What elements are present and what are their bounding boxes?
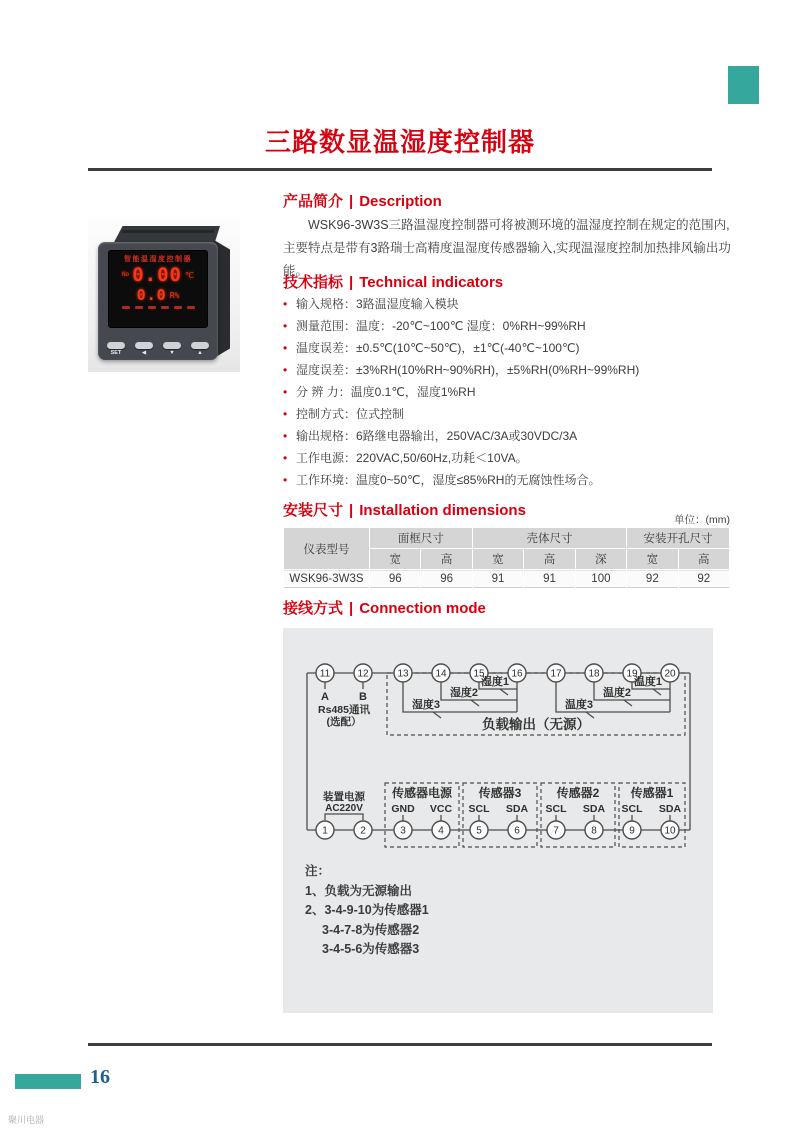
terminal-11: 11 xyxy=(319,668,331,680)
power-label: 装置电源 xyxy=(323,791,365,803)
sensor3-title: 传感器3 xyxy=(478,786,522,800)
device-set-button: SET xyxy=(106,342,126,356)
device-left-button: ◀ xyxy=(134,342,154,356)
cell: 96 xyxy=(421,570,471,588)
note-line: 1、负载为无源输出 xyxy=(305,883,412,898)
page-number: 16 xyxy=(90,1066,110,1088)
footer-teal-bar xyxy=(15,1074,81,1089)
power-voltage-label: AC220V xyxy=(325,803,363,814)
pin-sda: SDA xyxy=(582,803,606,815)
terminal-15: 15 xyxy=(473,668,485,680)
col-header-frame: 面框尺寸 xyxy=(370,528,472,548)
terminal-8: 8 xyxy=(591,825,597,837)
rs485-b-label: B xyxy=(359,691,367,703)
cell: 100 xyxy=(576,570,626,588)
tech-item: • 控制方式：位式控制 xyxy=(283,403,733,425)
tech-item: • 测量范围：温度：-20℃~100℃ 湿度：0%RH~99%RH xyxy=(283,315,733,337)
terminal-6: 6 xyxy=(514,825,520,837)
section-heading-connection: 接线方式 | Connection mode xyxy=(283,600,486,617)
section-heading-description: 产品简介 | Description xyxy=(283,193,442,210)
device-display xyxy=(108,250,208,328)
heading-separator: | xyxy=(349,502,354,519)
device-front-panel xyxy=(98,242,218,360)
tech-item: • 输出规格：6路继电器输出，250VAC/3A或30VDC/3A xyxy=(283,425,733,447)
wiring-diagram-svg xyxy=(283,628,713,858)
device-humidity-unit: R% xyxy=(169,290,180,300)
sub-header: 宽 xyxy=(473,549,523,569)
device-up-button: ▲ xyxy=(190,342,210,356)
watermark: 聚川电器 xyxy=(8,1115,45,1125)
terminal-9: 9 xyxy=(629,825,635,837)
device-indicator-row xyxy=(109,306,207,309)
sensor-power-title: 传感器电源 xyxy=(391,786,453,800)
tech-item: • 工作电源：220VAC,50/60Hz,功耗＜10VA。 xyxy=(283,447,733,469)
note-line: 3-4-5-6为传感器3 xyxy=(322,942,420,956)
table-group-header-row xyxy=(284,528,729,548)
description-body: WSK96-3W3S三路温湿度控制器可将被测环境的温湿度控制在规定的范围内,主要特点是带有3路瑞士高精度温湿度传感器输入,实现温湿度控制加热排风输出功能。 xyxy=(283,218,731,278)
temperature3-label: 温度3 xyxy=(564,699,594,711)
terminal-20: 20 xyxy=(664,668,676,680)
tech-item: • 温度误差：±0.5℃(10℃~50℃)，±1℃(-40℃~100℃) xyxy=(283,337,733,359)
terminal-5: 5 xyxy=(476,825,482,837)
sub-header: 宽 xyxy=(627,549,677,569)
page-title: 三路数显温湿度控制器 xyxy=(264,127,535,157)
pin-sda: SDA xyxy=(505,803,529,815)
humidity2-label: 湿度2 xyxy=(449,687,479,699)
cell: 92 xyxy=(627,570,677,588)
note-line: 2、3-4-9-10为传感器1 xyxy=(305,903,429,917)
pin-scl: SCL xyxy=(468,803,490,815)
device-humidity-value: 0.0 xyxy=(136,286,167,304)
cell: 92 xyxy=(679,570,729,588)
table-row xyxy=(284,570,729,588)
humidity3-label: 湿度3 xyxy=(411,699,441,711)
header-rule xyxy=(88,168,712,171)
temperature1-label: 温度1 xyxy=(633,676,663,688)
heading-separator: | xyxy=(349,600,354,617)
sensor1-title: 传感器1 xyxy=(630,786,674,800)
unit-note: 单位：(mm) xyxy=(674,514,730,526)
installation-table xyxy=(283,527,730,589)
pin-gnd: GND xyxy=(391,803,415,815)
note-line: 3-4-7-8为传感器2 xyxy=(322,922,420,937)
rs485-label: Rs485通讯 xyxy=(318,704,370,716)
terminal-16: 16 xyxy=(511,668,523,680)
cell: 91 xyxy=(524,570,574,588)
pin-scl: SCL xyxy=(545,803,567,815)
tech-item: • 分 辨 力：温度0.1℃，湿度1%RH xyxy=(283,381,733,403)
notes-title: 注： xyxy=(305,864,331,878)
heading-separator: | xyxy=(349,274,354,291)
terminal-1: 1 xyxy=(322,825,328,837)
col-header-body: 壳体尺寸 xyxy=(473,528,626,548)
device-temp-value: 0.00 xyxy=(132,264,182,286)
terminal-13: 13 xyxy=(397,668,409,680)
temperature2-label: 温度2 xyxy=(602,687,632,699)
sub-header: 宽 xyxy=(370,549,420,569)
col-header-model: 仪表型号 xyxy=(284,528,369,569)
cell-model: WSK96-3W3S xyxy=(284,570,369,588)
terminal-19: 19 xyxy=(626,668,638,680)
terminal-18: 18 xyxy=(588,668,600,680)
footer-rule xyxy=(88,1043,712,1046)
pin-scl: SCL xyxy=(621,803,643,815)
sub-header: 深 xyxy=(576,549,626,569)
section-heading-technical: 技术指标 | Technical indicators xyxy=(283,274,504,291)
terminal-14: 14 xyxy=(435,668,447,680)
rs485-option-label: (选配） xyxy=(326,716,362,728)
diagram-notes xyxy=(305,862,429,960)
terminal-3: 3 xyxy=(400,825,406,837)
sensor2-title: 传感器2 xyxy=(556,786,600,800)
terminal-10: 10 xyxy=(664,825,676,837)
terminal-17: 17 xyxy=(550,668,562,680)
section-heading-installation: 安装尺寸 | Installation dimensions xyxy=(283,502,526,519)
load-output-label: 负载输出（无源） xyxy=(482,717,590,732)
device-buttons xyxy=(106,342,210,356)
terminal-4: 4 xyxy=(438,825,444,837)
terminal-2: 2 xyxy=(360,825,366,837)
product-photo xyxy=(88,218,240,372)
device-display-title: 智能温湿度控制器 xyxy=(124,256,192,263)
cell: 91 xyxy=(473,570,523,588)
sub-header: 高 xyxy=(524,549,574,569)
wiring-diagram xyxy=(283,628,713,1013)
device-humidity-row xyxy=(109,286,207,304)
sub-header: 高 xyxy=(421,549,471,569)
technical-indicator-list xyxy=(283,293,733,491)
terminal-7: 7 xyxy=(553,825,559,837)
tech-item: • 湿度误差：±3%RH(10%RH~90%RH)，±5%RH(0%RH~99%RH) xyxy=(283,359,733,381)
cell: 96 xyxy=(370,570,420,588)
device-temp-unit: ℃ xyxy=(185,270,194,280)
pin-vcc: VCC xyxy=(429,803,453,815)
pin-sda: SDA xyxy=(658,803,682,815)
col-header-cutout: 安装开孔尺寸 xyxy=(627,528,729,548)
rs485-a-label: A xyxy=(321,691,329,703)
tech-item: • 输入规格：3路温湿度输入模块 xyxy=(283,293,733,315)
heading-separator: | xyxy=(349,193,354,210)
humidity1-label: 湿度1 xyxy=(480,676,510,688)
tech-item: • 工作环境：温度0~50℃，湿度≤85%RH的无腐蚀性场合。 xyxy=(283,469,733,491)
device-temp-row xyxy=(109,264,207,286)
sub-header: 高 xyxy=(679,549,729,569)
device-no-label: No xyxy=(122,271,130,278)
terminal-12: 12 xyxy=(357,668,369,680)
teal-corner-decoration xyxy=(728,66,759,104)
device-down-button: ▼ xyxy=(162,342,182,356)
